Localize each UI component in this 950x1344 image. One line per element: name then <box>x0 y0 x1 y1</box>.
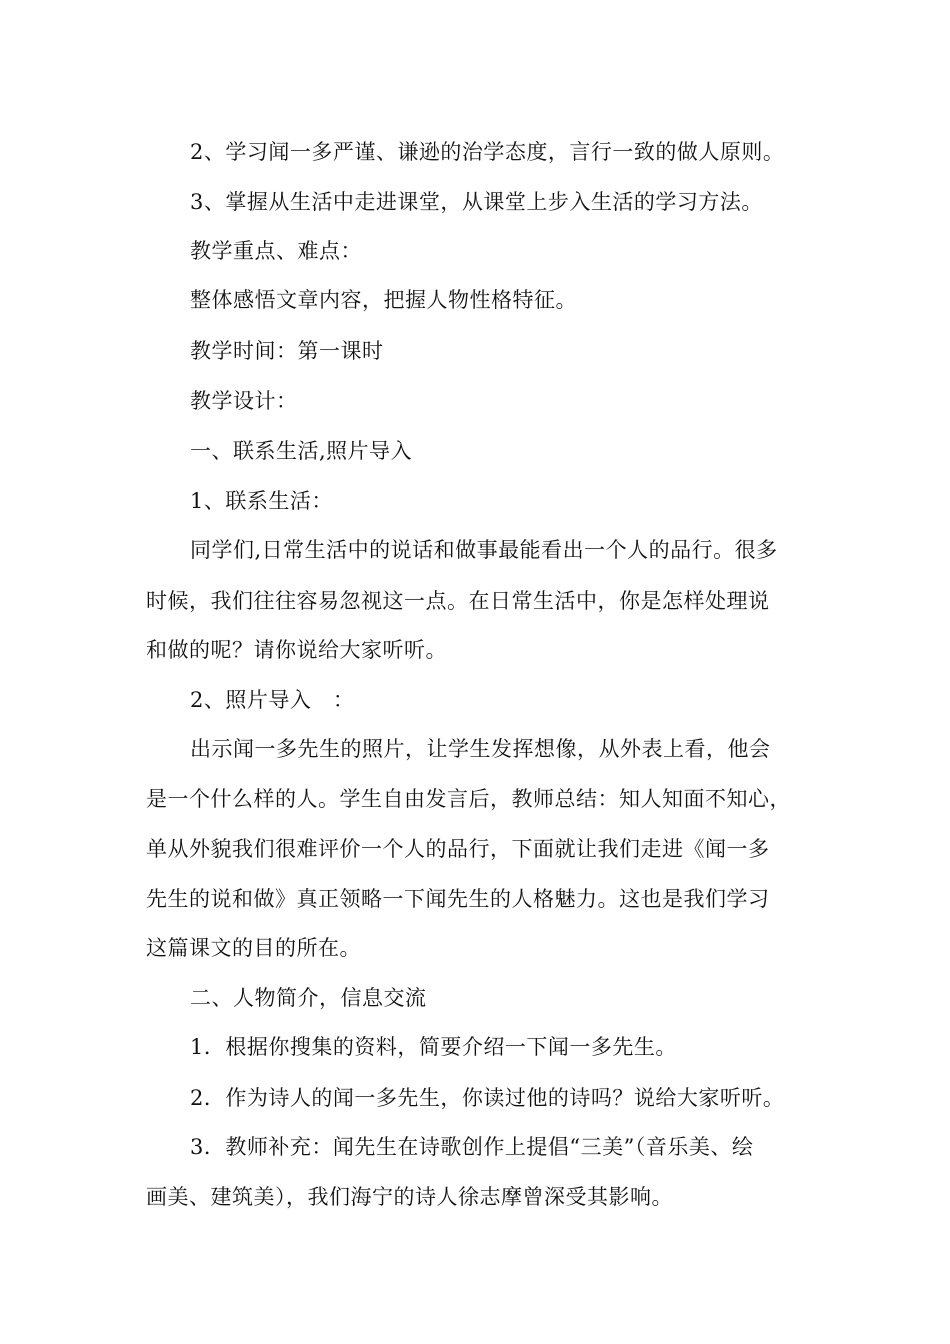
section-1-heading: 一、联系生活,照片导入 <box>190 439 413 463</box>
list-item-3-line-1: 3．教师补充：闻先生在诗歌创作上提倡“三美”（音乐美、绘 <box>190 1135 754 1159</box>
list-item-3-line-2: 画美、建筑美），我们海宁的诗人徐志摩曾深受其影响。 <box>146 1185 673 1209</box>
paragraph-2-line-1: 出示闻一多先生的照片，让学生发挥想像，从外表上看，他会 <box>190 737 771 761</box>
paragraph-2-line-2: 是一个什么样的人。学生自由发言后，教师总结：知人知面不知心， <box>146 787 791 811</box>
objective-3: 3、掌握从生活中走进课堂，从课堂上步入生活的学习方法。 <box>190 190 763 214</box>
list-item-2: 2．作为诗人的闻一多先生，你读过他的诗吗？说给大家听听。 <box>190 1086 785 1110</box>
paragraph-2-line-5: 这篇课文的目的所在。 <box>146 936 361 960</box>
key-points-text: 整体感悟文章内容，把握人物性格特征。 <box>190 288 577 312</box>
paragraph-1-line-1: 同学们,日常生活中的说话和做事最能看出一个人的品行。很多 <box>190 538 778 562</box>
list-item-1: 1．根据你搜集的资料，简要介绍一下闻一多先生。 <box>190 1035 677 1059</box>
subsection-1-heading: 1、联系生活： <box>190 489 333 513</box>
key-points-heading: 教学重点、难点： <box>190 239 362 263</box>
paragraph-2-line-4: 先生的说和做》真正领略一下闻先生的人格魅力。这也是我们学习 <box>146 887 770 911</box>
objective-2: 2、学习闻一多严谨、谦逊的治学态度，言行一致的做人原则。 <box>190 140 785 164</box>
paragraph-2-line-3: 单从外貌我们很难评价一个人的品行，下面就让我们走进《闻一多 <box>146 837 770 861</box>
paragraph-1-line-2: 时候，我们往往容易忽视这一点。在日常生活中，你是怎样处理说 <box>146 589 770 613</box>
subsection-2-heading: 2、照片导入 ： <box>190 688 355 712</box>
section-2-heading: 二、人物简介，信息交流 <box>190 986 427 1010</box>
paragraph-1-line-3: 和做的呢？请你说给大家听听。 <box>146 638 447 662</box>
teaching-design-heading: 教学设计： <box>190 389 298 413</box>
teaching-time: 教学时间：第一课时 <box>190 339 384 363</box>
